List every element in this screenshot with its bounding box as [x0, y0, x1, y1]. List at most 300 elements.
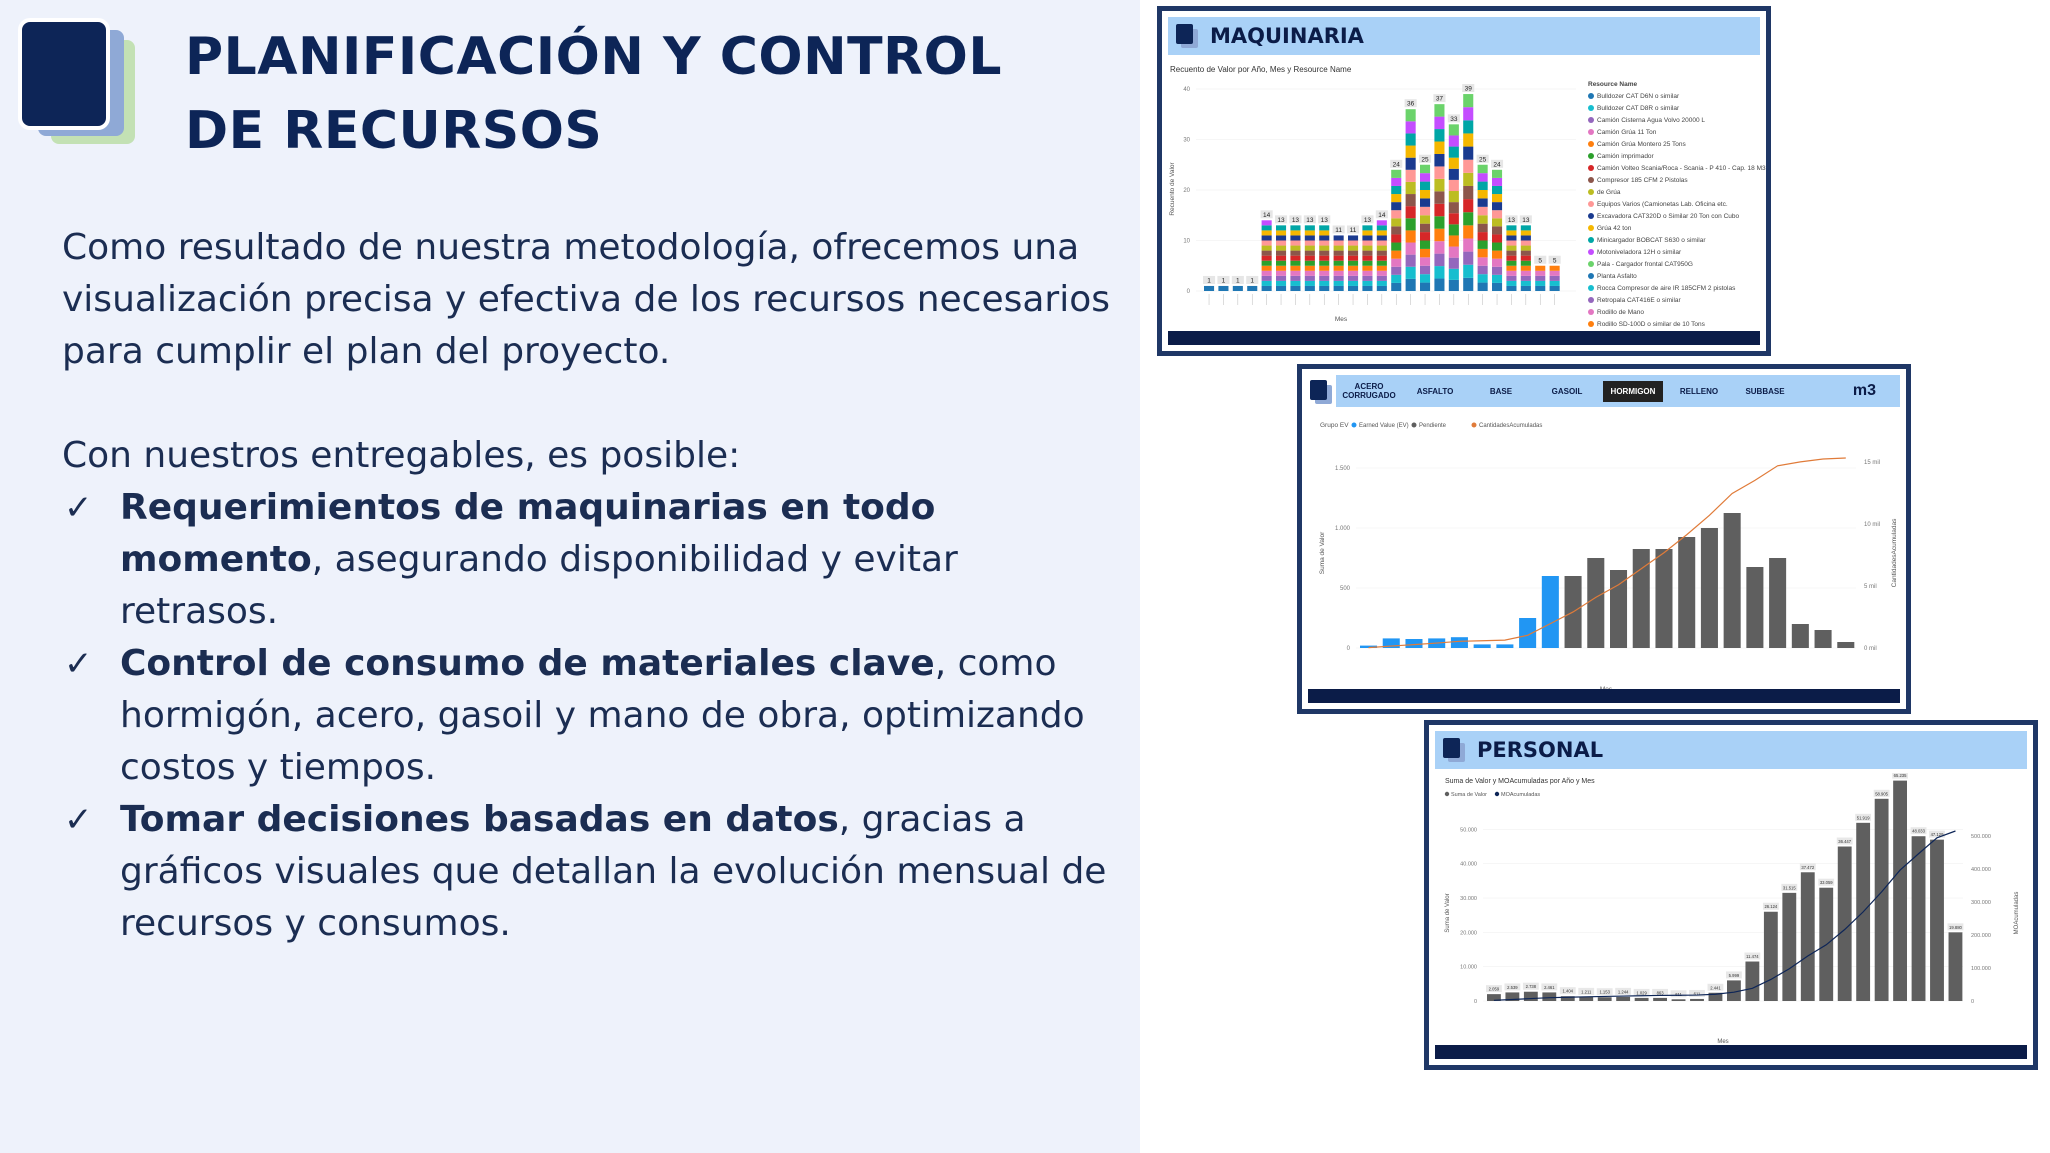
bar-segment [1362, 225, 1372, 230]
bar-segment [1377, 225, 1387, 230]
bar-segment [1262, 256, 1272, 261]
chart-legend [1588, 79, 1768, 331]
data-label: 13 [1363, 216, 1372, 224]
bar-segment [1463, 107, 1473, 120]
bar-segment [1204, 286, 1214, 291]
material-tabs [1336, 375, 1900, 407]
dashboard-header [1435, 731, 2027, 769]
y2-tick-label: 200.000 [1971, 933, 1991, 939]
bar-segment [1391, 226, 1401, 234]
machinery-bar-chart [1166, 69, 1586, 329]
tab-acero[interactable]: ACERO CORRUGADO [1342, 382, 1396, 400]
data-label: 47.129 [1930, 832, 1944, 838]
bar-segment [1449, 280, 1459, 291]
bar-segment [1362, 271, 1372, 276]
document-stack-icon [16, 18, 141, 150]
bar-segment [1463, 252, 1473, 265]
bar-segment [1463, 212, 1473, 225]
data-label: 13 [1320, 216, 1328, 224]
bar-segment [1262, 276, 1272, 281]
bar-segment [1290, 251, 1300, 256]
bullet-text: , asegurando disponibilidad y evitar retrasos. [120, 539, 958, 632]
bar-segment [1492, 243, 1502, 251]
bar-segment [1434, 117, 1444, 129]
bar-segment [1290, 256, 1300, 261]
legend-dot-icon [1412, 423, 1417, 428]
bar [1701, 528, 1718, 648]
bar-segment [1377, 256, 1387, 261]
bar-segment [1319, 235, 1329, 240]
bar-segment [1348, 246, 1358, 251]
legend-dot-icon [1588, 213, 1594, 219]
bar-segment [1492, 210, 1502, 218]
data-label: 14 [1378, 211, 1386, 219]
y2-tick-label: 10 mil [1864, 522, 1881, 528]
bar-segment [1305, 261, 1315, 266]
bar-segment [1420, 249, 1430, 257]
bar-segment [1492, 259, 1502, 267]
bar-segment [1305, 266, 1315, 271]
bar-segment [1420, 207, 1430, 215]
check-icon: ✓ [64, 488, 93, 528]
bar [1949, 932, 1963, 1001]
bar-segment [1463, 94, 1473, 107]
list-item [62, 482, 1122, 638]
personal-dashboard [1424, 720, 2038, 1070]
y-axis-title: Suma de Valor [1445, 893, 1451, 933]
bar-segment [1348, 281, 1358, 286]
bar-segment [1305, 230, 1315, 235]
tab-base[interactable]: BASE [1489, 386, 1513, 396]
legend-dot-icon [1588, 309, 1594, 315]
bar-segment [1521, 286, 1531, 291]
dashboard-footer [1435, 1045, 2027, 1059]
legend-label: Rocca Compresor de aire IR 185CFM 2 pistolas [1597, 285, 1736, 292]
bar-segment [1305, 281, 1315, 286]
bar-segment [1478, 198, 1488, 206]
data-label: 1.404 [1562, 988, 1574, 994]
bar-segment [1449, 213, 1459, 224]
bar-segment [1334, 266, 1344, 271]
bar-segment [1377, 281, 1387, 286]
legend-item [1588, 211, 1768, 223]
data-label: 1.244 [1617, 989, 1629, 995]
bar-segment [1362, 241, 1372, 246]
legend-label: Pendiente [1419, 423, 1447, 429]
bar-segment [1449, 191, 1459, 202]
bar-segment [1492, 194, 1502, 202]
bar-segment [1492, 234, 1502, 242]
legend-label: Excavadora CAT320D o Similar 20 Ton con Cubo [1597, 213, 1740, 220]
bar-segment [1276, 225, 1286, 230]
bar-segment [1391, 170, 1401, 178]
bar [1746, 567, 1763, 648]
data-label: 33.059 [1819, 880, 1833, 886]
y-tick-label: 20.000 [1460, 930, 1477, 937]
bar-segment [1290, 241, 1300, 246]
bar-segment [1276, 261, 1286, 266]
legend-dot-icon [1352, 423, 1357, 428]
bar-segment [1319, 241, 1329, 246]
bar-segment [1420, 173, 1430, 181]
bar-segment [1362, 261, 1372, 266]
bar-segment [1319, 246, 1329, 251]
bar-segment [1391, 202, 1401, 210]
legend-dot-icon [1588, 165, 1594, 171]
legend-label: Retropala CAT416E o similar [1597, 297, 1681, 304]
bar [1405, 639, 1422, 648]
legend-item [1588, 139, 1768, 151]
bar-segment [1276, 276, 1286, 281]
bar-segment [1506, 261, 1516, 266]
bar-segment [1348, 261, 1358, 266]
y2-tick-label: 0 mil [1864, 646, 1877, 652]
bar-segment [1406, 170, 1416, 182]
bar-segment [1506, 251, 1516, 256]
bar-segment [1406, 267, 1416, 279]
bar-segment [1276, 241, 1286, 246]
bar-segment [1391, 218, 1401, 226]
bar [1587, 558, 1604, 648]
bar-segment [1463, 173, 1473, 186]
bar-segment [1406, 146, 1416, 158]
intro-paragraph: Como resultado de nuestra metodología, ofrecemos una visualización precisa y efectiva de los recursos necesarios para cumplir el plan del proyecto. [62, 227, 1111, 372]
bar-segment [1478, 283, 1488, 291]
bar-segment [1362, 286, 1372, 291]
bar-segment [1406, 109, 1416, 121]
bar-segment [1521, 261, 1531, 266]
y-tick-label: 30 [1183, 137, 1190, 144]
data-label: 11 [1349, 226, 1357, 234]
bar-segment [1276, 235, 1286, 240]
legend-dot-icon [1588, 117, 1594, 123]
bar-segment [1434, 191, 1444, 203]
bar-segment [1247, 286, 1257, 291]
bar-segment [1406, 279, 1416, 291]
bar-segment [1463, 133, 1473, 146]
data-label: 36 [1407, 100, 1415, 108]
body-text [62, 222, 1122, 950]
legend-label: Compresor 185 CFM 2 Pistolas [1597, 177, 1688, 184]
bar-segment [1449, 180, 1459, 191]
bar-segment [1262, 286, 1272, 291]
y-tick-label: 40.000 [1460, 861, 1477, 868]
bar-segment [1406, 218, 1416, 230]
bar-segment [1492, 170, 1502, 178]
legend-label: Minicargador BOBCAT S630 o similar [1597, 237, 1706, 244]
bar-segment [1218, 286, 1228, 291]
bar-segment [1276, 230, 1286, 235]
bar-segment [1348, 235, 1358, 240]
dashboard-title: MAQUINARIA [1210, 24, 1364, 48]
tab-hormigon[interactable]: HORMIGON [1603, 381, 1663, 402]
bar-segment [1449, 258, 1459, 269]
bar-segment [1420, 182, 1430, 190]
legend-label: Motoniveladora 12H o similar [1597, 249, 1682, 256]
bar-segment [1319, 266, 1329, 271]
bar-segment [1305, 225, 1315, 230]
bar-segment [1348, 251, 1358, 256]
legend-label: Suma de Valor [1451, 792, 1487, 798]
legend-dot-icon [1588, 201, 1594, 207]
bar-segment [1377, 235, 1387, 240]
bar-segment [1420, 274, 1430, 282]
legend-item [1588, 175, 1768, 187]
lead-line: Con nuestros entregables, es posible: [62, 435, 741, 476]
bar-segment [1434, 241, 1444, 253]
legend-label: Earned Value (EV) [1359, 423, 1409, 429]
bar-segment [1305, 241, 1315, 246]
data-label: 863 [1656, 990, 1664, 996]
bar-segment [1449, 224, 1459, 235]
legend-item [1588, 163, 1768, 175]
bar-segment [1492, 218, 1502, 226]
bar-segment [1334, 281, 1344, 286]
bar-segment [1463, 186, 1473, 199]
legend-dot-icon [1588, 141, 1594, 147]
bar-segment [1463, 265, 1473, 278]
bar-segment [1506, 235, 1516, 240]
bar-segment [1406, 206, 1416, 218]
y2-tick-label: 5 mil [1864, 584, 1877, 590]
bar-segment [1406, 230, 1416, 242]
legend-label: Camión Volteo Scania/Roca - Scania - P 410 - Cap. 18 M3 [1597, 165, 1766, 172]
bar-segment [1290, 286, 1300, 291]
bar [1542, 576, 1559, 648]
bar-segment [1406, 194, 1416, 206]
bar-segment [1434, 179, 1444, 191]
bar-segment [1506, 266, 1516, 271]
data-label: 1 [1236, 277, 1240, 285]
bar-segment [1463, 147, 1473, 160]
bar-segment [1377, 286, 1387, 291]
bullet-bold: Control de consumo de materiales clave [120, 643, 935, 684]
bar-segment [1463, 199, 1473, 212]
bar-segment [1305, 246, 1315, 251]
bar-segment [1434, 129, 1444, 141]
bar-segment [1420, 232, 1430, 240]
bar-segment [1290, 225, 1300, 230]
bar-segment [1434, 142, 1444, 154]
tab-gasoil[interactable]: GASOIL [1551, 386, 1583, 396]
bar-segment [1348, 241, 1358, 246]
bar-segment [1550, 276, 1560, 281]
bar-segment [1434, 266, 1444, 278]
bar-segment [1463, 278, 1473, 291]
bar-segment [1521, 241, 1531, 246]
bar-segment [1290, 271, 1300, 276]
bar-segment [1362, 276, 1372, 281]
bar-segment [1420, 266, 1430, 274]
bar [1815, 630, 1832, 648]
legend-label: Planta Asfalto [1597, 273, 1637, 280]
data-label: 13 [1507, 216, 1516, 224]
bar-segment [1535, 286, 1545, 291]
data-label: 2.441 [1710, 985, 1721, 991]
bar [1764, 912, 1778, 1001]
bar-segment [1319, 251, 1329, 256]
legend-dot-icon [1588, 177, 1594, 183]
tab-subbase[interactable]: SUBBASE [1745, 386, 1785, 396]
data-label: 26.124 [1764, 904, 1778, 910]
bar-segment [1362, 246, 1372, 251]
legend-label: Rodillo de Mano [1597, 309, 1644, 316]
data-label: 1 [1207, 277, 1211, 285]
bar-segment [1305, 276, 1315, 281]
bar-segment [1276, 246, 1286, 251]
bar-segment [1348, 266, 1358, 271]
data-label: 611 [1693, 991, 1701, 997]
legend-dot-icon [1588, 105, 1594, 111]
x-axis-title: Mes [1717, 1039, 1729, 1045]
data-label: 1 [1221, 277, 1226, 285]
bar-segment [1521, 246, 1531, 251]
legend-dot-icon [1588, 285, 1594, 291]
legend-dot-icon [1588, 153, 1594, 159]
benefits-list [62, 482, 1122, 950]
bullet-bold: Requerimientos de maquinarias en todo momento [120, 487, 936, 580]
bar-segment [1434, 104, 1444, 116]
bar-segment [1334, 256, 1344, 261]
bar-segment [1506, 230, 1516, 235]
data-label: 5 [1552, 257, 1557, 265]
check-icon: ✓ [64, 644, 93, 684]
bar-segment [1449, 158, 1459, 169]
bar-segment [1492, 251, 1502, 259]
bar-segment [1521, 230, 1531, 235]
bar-segment [1377, 251, 1387, 256]
bullet-bold: Tomar decisiones basadas en datos [120, 799, 839, 840]
y2-tick-label: 400.000 [1971, 867, 1991, 873]
bar-segment [1478, 165, 1488, 173]
data-label: 5.999 [1728, 972, 1740, 978]
bar-segment [1420, 215, 1430, 223]
tab-asfalto[interactable]: ASFALTO [1416, 386, 1454, 396]
y-tick-label: 20 [1183, 188, 1190, 194]
y-tick-label: 1.000 [1334, 526, 1350, 532]
bar [1769, 558, 1786, 648]
bar-segment [1478, 215, 1488, 223]
legend-label: Equipos Varios (Camionetas Lab. Oficina etc. [1597, 201, 1728, 208]
legend-item [1588, 199, 1768, 211]
bar-segment [1377, 276, 1387, 281]
data-label: 1.153 [1599, 989, 1610, 995]
bar-segment [1420, 257, 1430, 265]
bar-segment [1521, 225, 1531, 230]
data-label: 1.211 [1581, 989, 1592, 995]
data-label: 1 [1250, 277, 1255, 285]
bar-segment [1420, 190, 1430, 198]
y2-tick-label: 0 [1971, 999, 1975, 1005]
bar [1801, 872, 1815, 1001]
legend-items [1588, 91, 1768, 331]
legend-item [1588, 271, 1768, 283]
page-title: PLANIFICACIÓN Y CONTROL DE RECURSOS [185, 27, 1002, 161]
legend-label: Camión Grúa 11 Ton [1597, 129, 1657, 136]
legend-dot-icon [1588, 93, 1594, 99]
bar-segment [1535, 271, 1545, 276]
y2-tick-label: 500.000 [1971, 834, 1991, 840]
bar-segment [1521, 271, 1531, 276]
bar-segment [1391, 275, 1401, 283]
bar-segment [1348, 271, 1358, 276]
document-stack-icon [1308, 379, 1334, 405]
bar [1745, 962, 1759, 1001]
bar-segment [1550, 286, 1560, 291]
bar-segment [1391, 243, 1401, 251]
bar [1782, 893, 1796, 1001]
legend-dot-icon [1445, 792, 1449, 796]
bar-segment [1506, 256, 1516, 261]
bar-segment [1319, 286, 1329, 291]
bar-segment [1478, 207, 1488, 215]
bar-segment [1478, 266, 1488, 274]
bar-segment [1276, 271, 1286, 276]
bar-segment [1478, 173, 1488, 181]
bar-segment [1334, 276, 1344, 281]
materials-bar-chart [1306, 413, 1906, 703]
bar-segment [1478, 190, 1488, 198]
bar [1912, 836, 1926, 1001]
bar-segment [1550, 266, 1560, 271]
data-label: 611 [1675, 991, 1682, 997]
bar-segment [1348, 286, 1358, 291]
data-label: 2.738 [1525, 984, 1537, 990]
bar-segment [1362, 266, 1372, 271]
bar [1930, 840, 1944, 1001]
legend-title: Grupo EV [1320, 422, 1349, 429]
bar-segment [1391, 234, 1401, 242]
bar-segment [1463, 225, 1473, 238]
y-tick-label: 0 [1346, 646, 1350, 652]
legend-title: Resource Name [1588, 81, 1638, 88]
bar-segment [1276, 286, 1286, 291]
bar-segment [1449, 235, 1459, 246]
bar-segment [1377, 261, 1387, 266]
bar-segment [1535, 276, 1545, 281]
bar-segment [1535, 281, 1545, 286]
data-label: 11.474 [1746, 954, 1759, 960]
data-label: 2.461 [1544, 984, 1555, 990]
bar-segment [1334, 235, 1344, 240]
y-axis-title: Recuento de Valor [1169, 162, 1176, 216]
bar-segment [1463, 238, 1473, 251]
bar-segment [1391, 283, 1401, 291]
bar [1610, 570, 1627, 648]
bar-segment [1305, 256, 1315, 261]
bar-segment [1492, 178, 1502, 186]
data-label: 48.033 [1912, 828, 1925, 834]
bar-segment [1233, 286, 1243, 291]
bar-segment [1319, 276, 1329, 281]
legend-label: CantidadesAcumuladas [1479, 423, 1543, 429]
data-label: 31.515 [1782, 885, 1796, 891]
bar-segment [1521, 251, 1531, 256]
bar-segment [1492, 275, 1502, 283]
tab-relleno[interactable]: RELLENO [1679, 386, 1719, 396]
bar-segment [1262, 220, 1272, 225]
bar [1496, 644, 1513, 648]
bar-segment [1420, 165, 1430, 173]
y2-axis-title: CantidadesAcumuladas [1891, 518, 1898, 588]
bar-segment [1535, 266, 1545, 271]
bar-segment [1506, 276, 1516, 281]
data-label: 13 [1291, 216, 1300, 224]
legend-item [1588, 259, 1768, 271]
data-label: 39 [1464, 85, 1472, 93]
data-label: 51.919 [1856, 815, 1870, 821]
dashboard-header [1168, 17, 1760, 55]
